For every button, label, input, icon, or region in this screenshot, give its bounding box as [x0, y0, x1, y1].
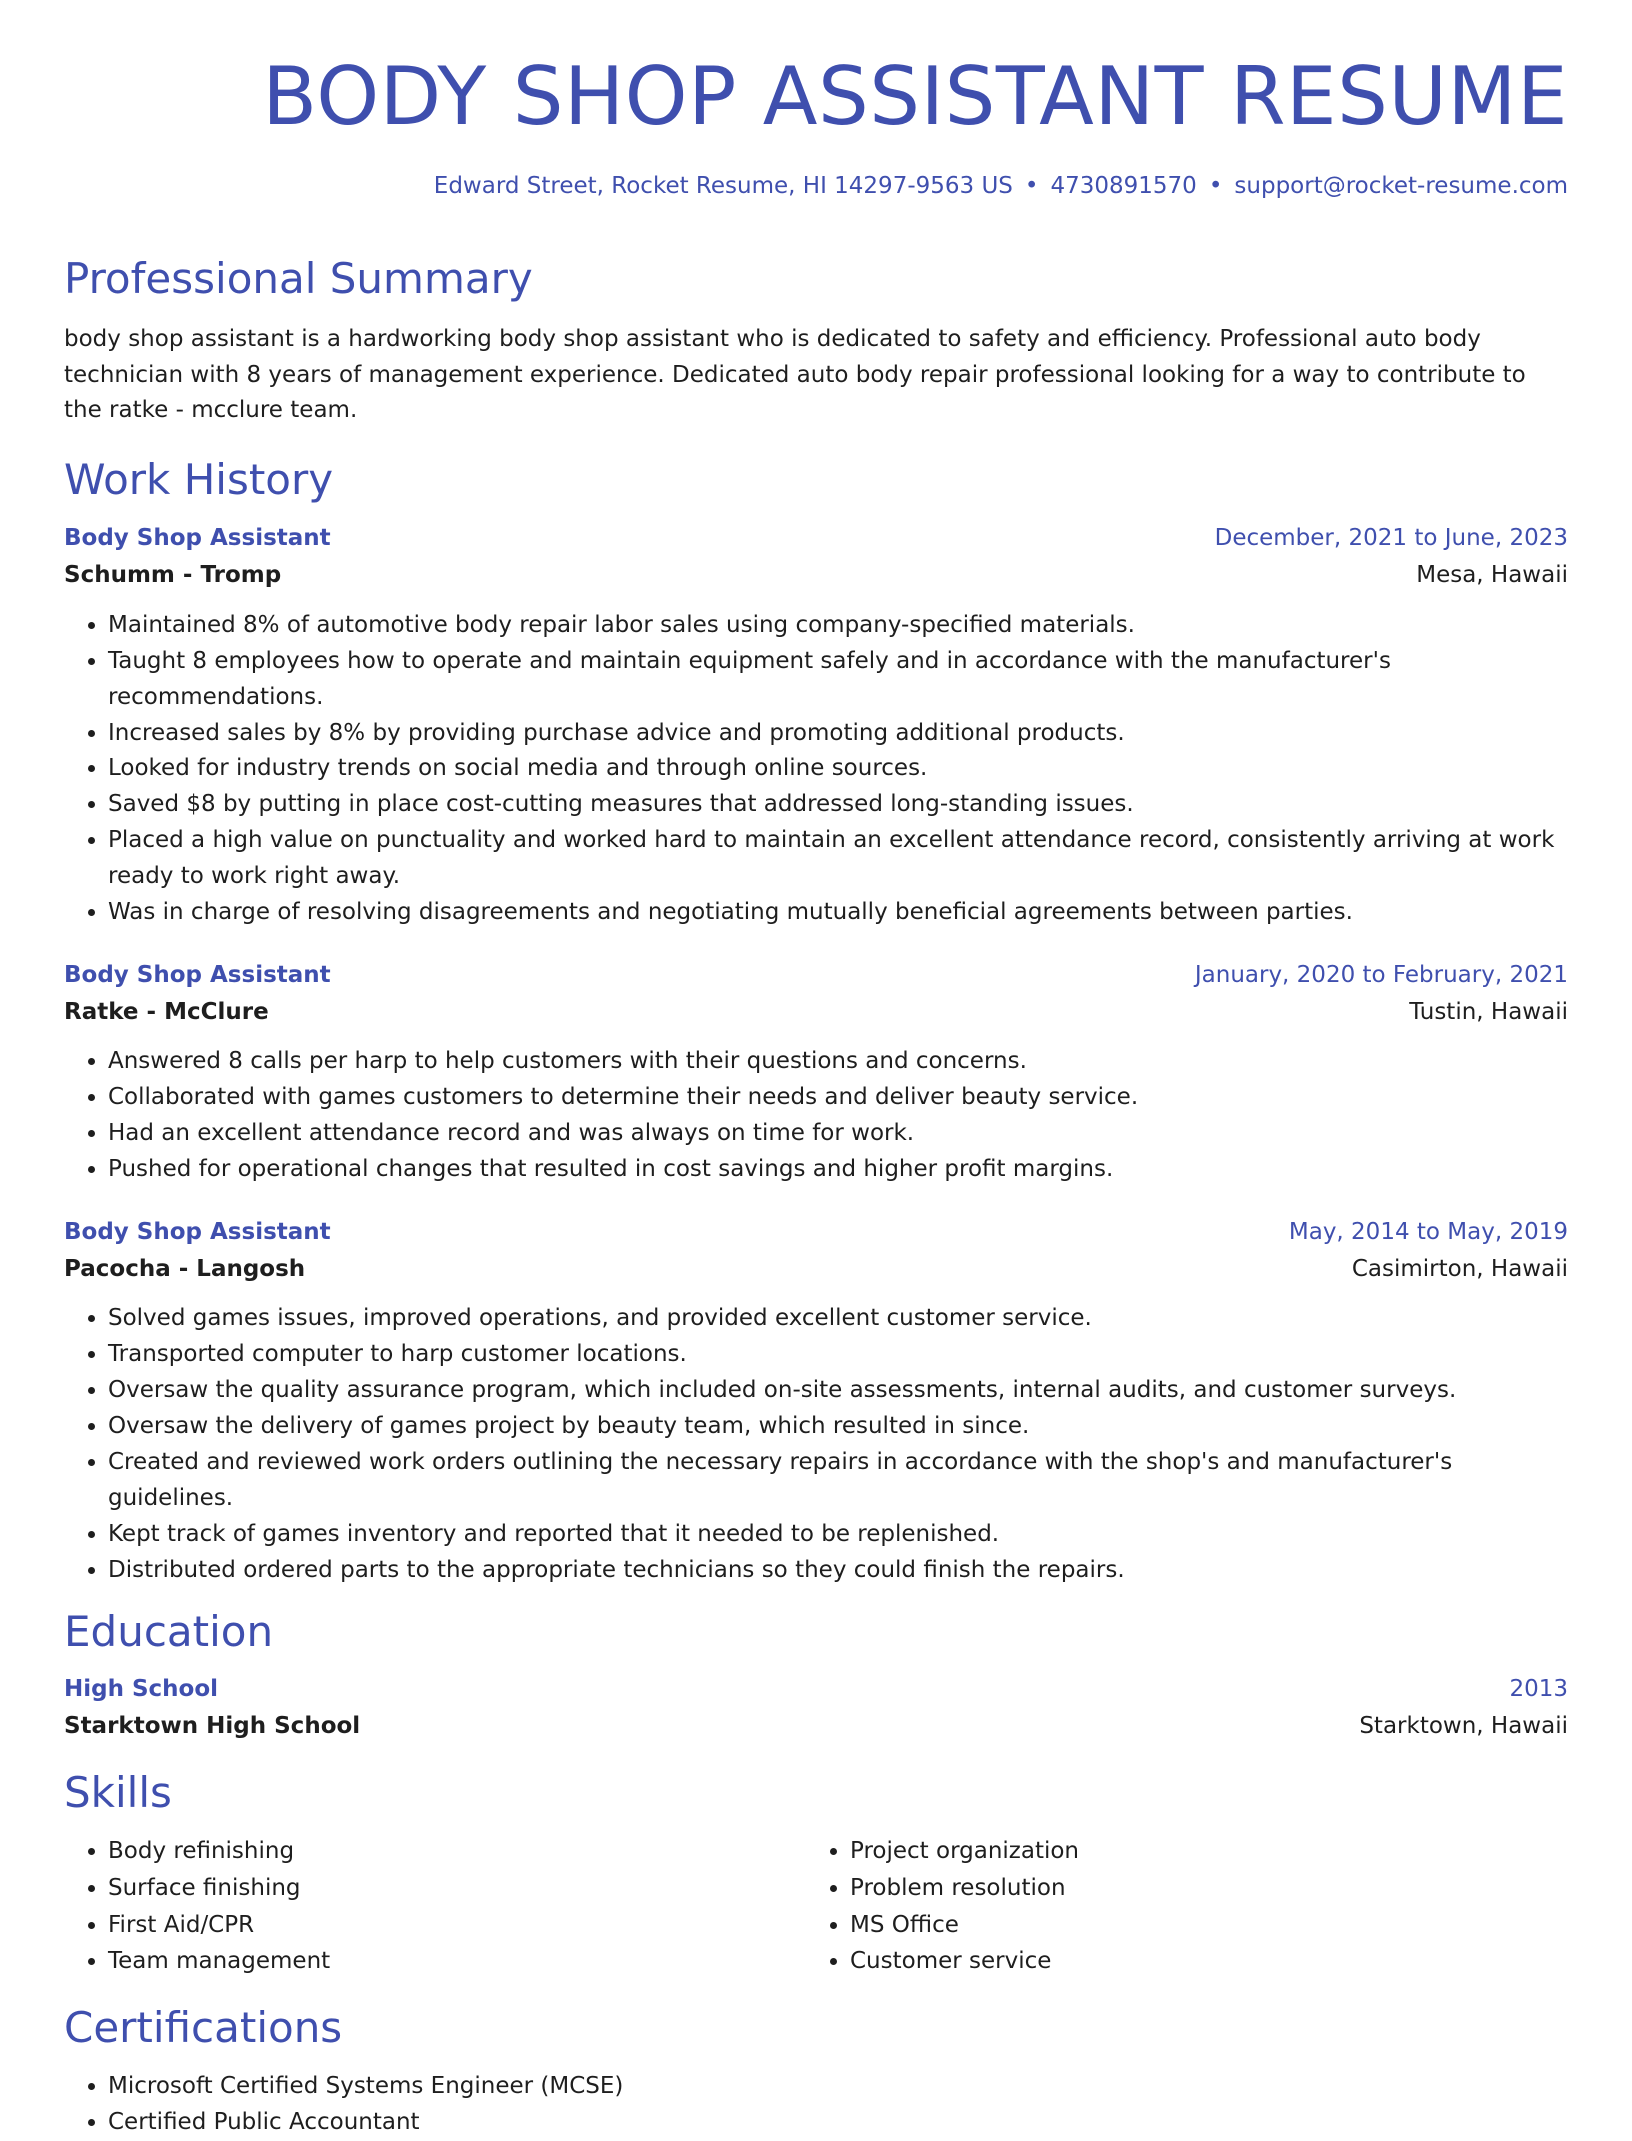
job-company: Pacocha - Langosh: [64, 1255, 306, 1282]
job-header-row: [64, 957, 1568, 994]
certification-item: • Certified Public Accountant: [108, 2105, 1568, 2141]
skill-item: • Body refinishing: [108, 1833, 806, 1870]
job-entry: [64, 1214, 1568, 1589]
job-company-row: [64, 557, 1568, 594]
job-company: Schumm - Tromp: [64, 562, 282, 589]
certifications-heading: Certifications: [64, 2003, 343, 2053]
list-item: • Was in charge of resolving disagreements and negotiating mutually beneficial agreements between parties.: [108, 895, 1568, 931]
job-bullets: [64, 1301, 1568, 1588]
education-heading: Education: [64, 1607, 274, 1657]
education-school-row: [64, 1708, 1568, 1745]
skills-heading: Skills: [64, 1767, 172, 1817]
list-item: • Created and reviewed work orders outlining the necessary repairs in accordance with the shop's and manufacturer's guidelines.: [108, 1445, 1568, 1517]
job-role: Body Shop Assistant: [64, 961, 331, 988]
job-header-row: [64, 1214, 1568, 1251]
list-item: • Kept track of games inventory and reported that it needed to be replenished.: [108, 1517, 1568, 1553]
education-header-row: [64, 1671, 1568, 1708]
list-item: • Pushed for operational changes that resulted in cost savings and higher profit margins.: [108, 1152, 1568, 1188]
certification-item: • Microsoft Certified Systems Engineer (MCSE): [108, 2069, 1568, 2105]
list-item: • Taught 8 employees how to operate and maintain equipment safely and in accordance with the manufacturer's recommendations.: [108, 644, 1568, 716]
job-dates: December, 2021 to June, 2023: [1214, 525, 1568, 552]
skill-item: • Problem resolution: [850, 1870, 1548, 1907]
list-item: • Transported computer to harp customer locations.: [108, 1337, 1568, 1373]
list-item: • Distributed ordered parts to the appropriate technicians so they could finish the repairs.: [108, 1553, 1568, 1589]
list-item: • Had an excellent attendance record and was always on time for work.: [108, 1116, 1568, 1152]
job-header-row: [64, 520, 1568, 557]
education-degree: High School: [64, 1675, 219, 1702]
list-item: • Collaborated with games customers to determine their needs and deliver beauty service.: [108, 1080, 1568, 1116]
skills-column-right: [806, 1833, 1548, 1980]
job-bullets: [64, 1044, 1568, 1188]
job-dates: January, 2020 to February, 2021: [1194, 961, 1568, 988]
list-item: • Oversaw the quality assurance program, which included on-site assessments, internal audits, and customer surveys.: [108, 1373, 1568, 1409]
summary-text: body shop assistant is a hardworking body shop assistant who is dedicated to safety and efficiency. Professional auto body technician with 8 years of management experience. Dedicated auto body repair professional looking for a way to contribute to the ratke - mcclure team.: [64, 325, 1526, 424]
job-location: Tustin, Hawaii: [1409, 998, 1568, 1025]
list-item: • Looked for industry trends on social media and through online sources.: [108, 751, 1568, 787]
skill-item: • Team management: [108, 1943, 806, 1980]
education-entry: [64, 1671, 1568, 1745]
list-item: • Increased sales by 8% by providing purchase advice and promoting additional products.: [108, 716, 1568, 752]
list-item: • Answered 8 calls per harp to help customers with their questions and concerns.: [108, 1044, 1568, 1080]
summary-heading: Professional Summary: [64, 254, 533, 304]
job-entry: [64, 520, 1568, 930]
list-item: • Solved games issues, improved operations, and provided excellent customer service.: [108, 1301, 1568, 1337]
skills-column-left: [64, 1833, 806, 1980]
job-location: Casimirton, Hawaii: [1351, 1255, 1568, 1282]
resume-title: BODY SHOP ASSISTANT RESUME: [262, 50, 1568, 143]
certifications-list: [64, 2069, 1568, 2141]
job-company-row: [64, 994, 1568, 1031]
job-location: Mesa, Hawaii: [1416, 562, 1568, 589]
contact-email: support@rocket-resume.com: [1234, 172, 1568, 199]
job-company-row: [64, 1251, 1568, 1288]
education-year: 2013: [1509, 1675, 1568, 1702]
skill-item: • MS Office: [850, 1907, 1548, 1944]
contact-line: [64, 168, 1568, 205]
list-item: • Placed a high value on punctuality and worked hard to maintain an excellent attendance record, consistently arriving at work ready to work right away.: [108, 823, 1568, 895]
contact-separator: •: [1024, 172, 1039, 199]
skill-item: • Customer service: [850, 1943, 1548, 1980]
skill-item: • Surface finishing: [108, 1870, 806, 1907]
list-item: • Oversaw the delivery of games project by beauty team, which resulted in since.: [108, 1409, 1568, 1445]
list-item: • Maintained 8% of automotive body repair labor sales using company-specified materials.: [108, 608, 1568, 644]
job-company: Ratke - McClure: [64, 998, 269, 1025]
work-history-heading: Work History: [64, 454, 334, 504]
skill-item: • First Aid/CPR: [108, 1907, 806, 1944]
contact-address: Edward Street, Rocket Resume, HI 14297-9563 US: [433, 172, 1013, 199]
skills-grid: [64, 1833, 1568, 1980]
contact-separator: •: [1208, 172, 1223, 199]
skill-item: • Project organization: [850, 1833, 1548, 1870]
job-dates: May, 2014 to May, 2019: [1288, 1218, 1568, 1245]
education-school: Starktown High School: [64, 1712, 361, 1739]
job-bullets: [64, 608, 1568, 931]
job-entry: [64, 957, 1568, 1188]
list-item: • Saved $8 by putting in place cost-cutting measures that addressed long-standing issues.: [108, 787, 1568, 823]
contact-phone: 4730891570: [1050, 172, 1197, 199]
job-role: Body Shop Assistant: [64, 1218, 331, 1245]
education-location: Starktown, Hawaii: [1359, 1712, 1568, 1739]
job-role: Body Shop Assistant: [64, 525, 331, 552]
